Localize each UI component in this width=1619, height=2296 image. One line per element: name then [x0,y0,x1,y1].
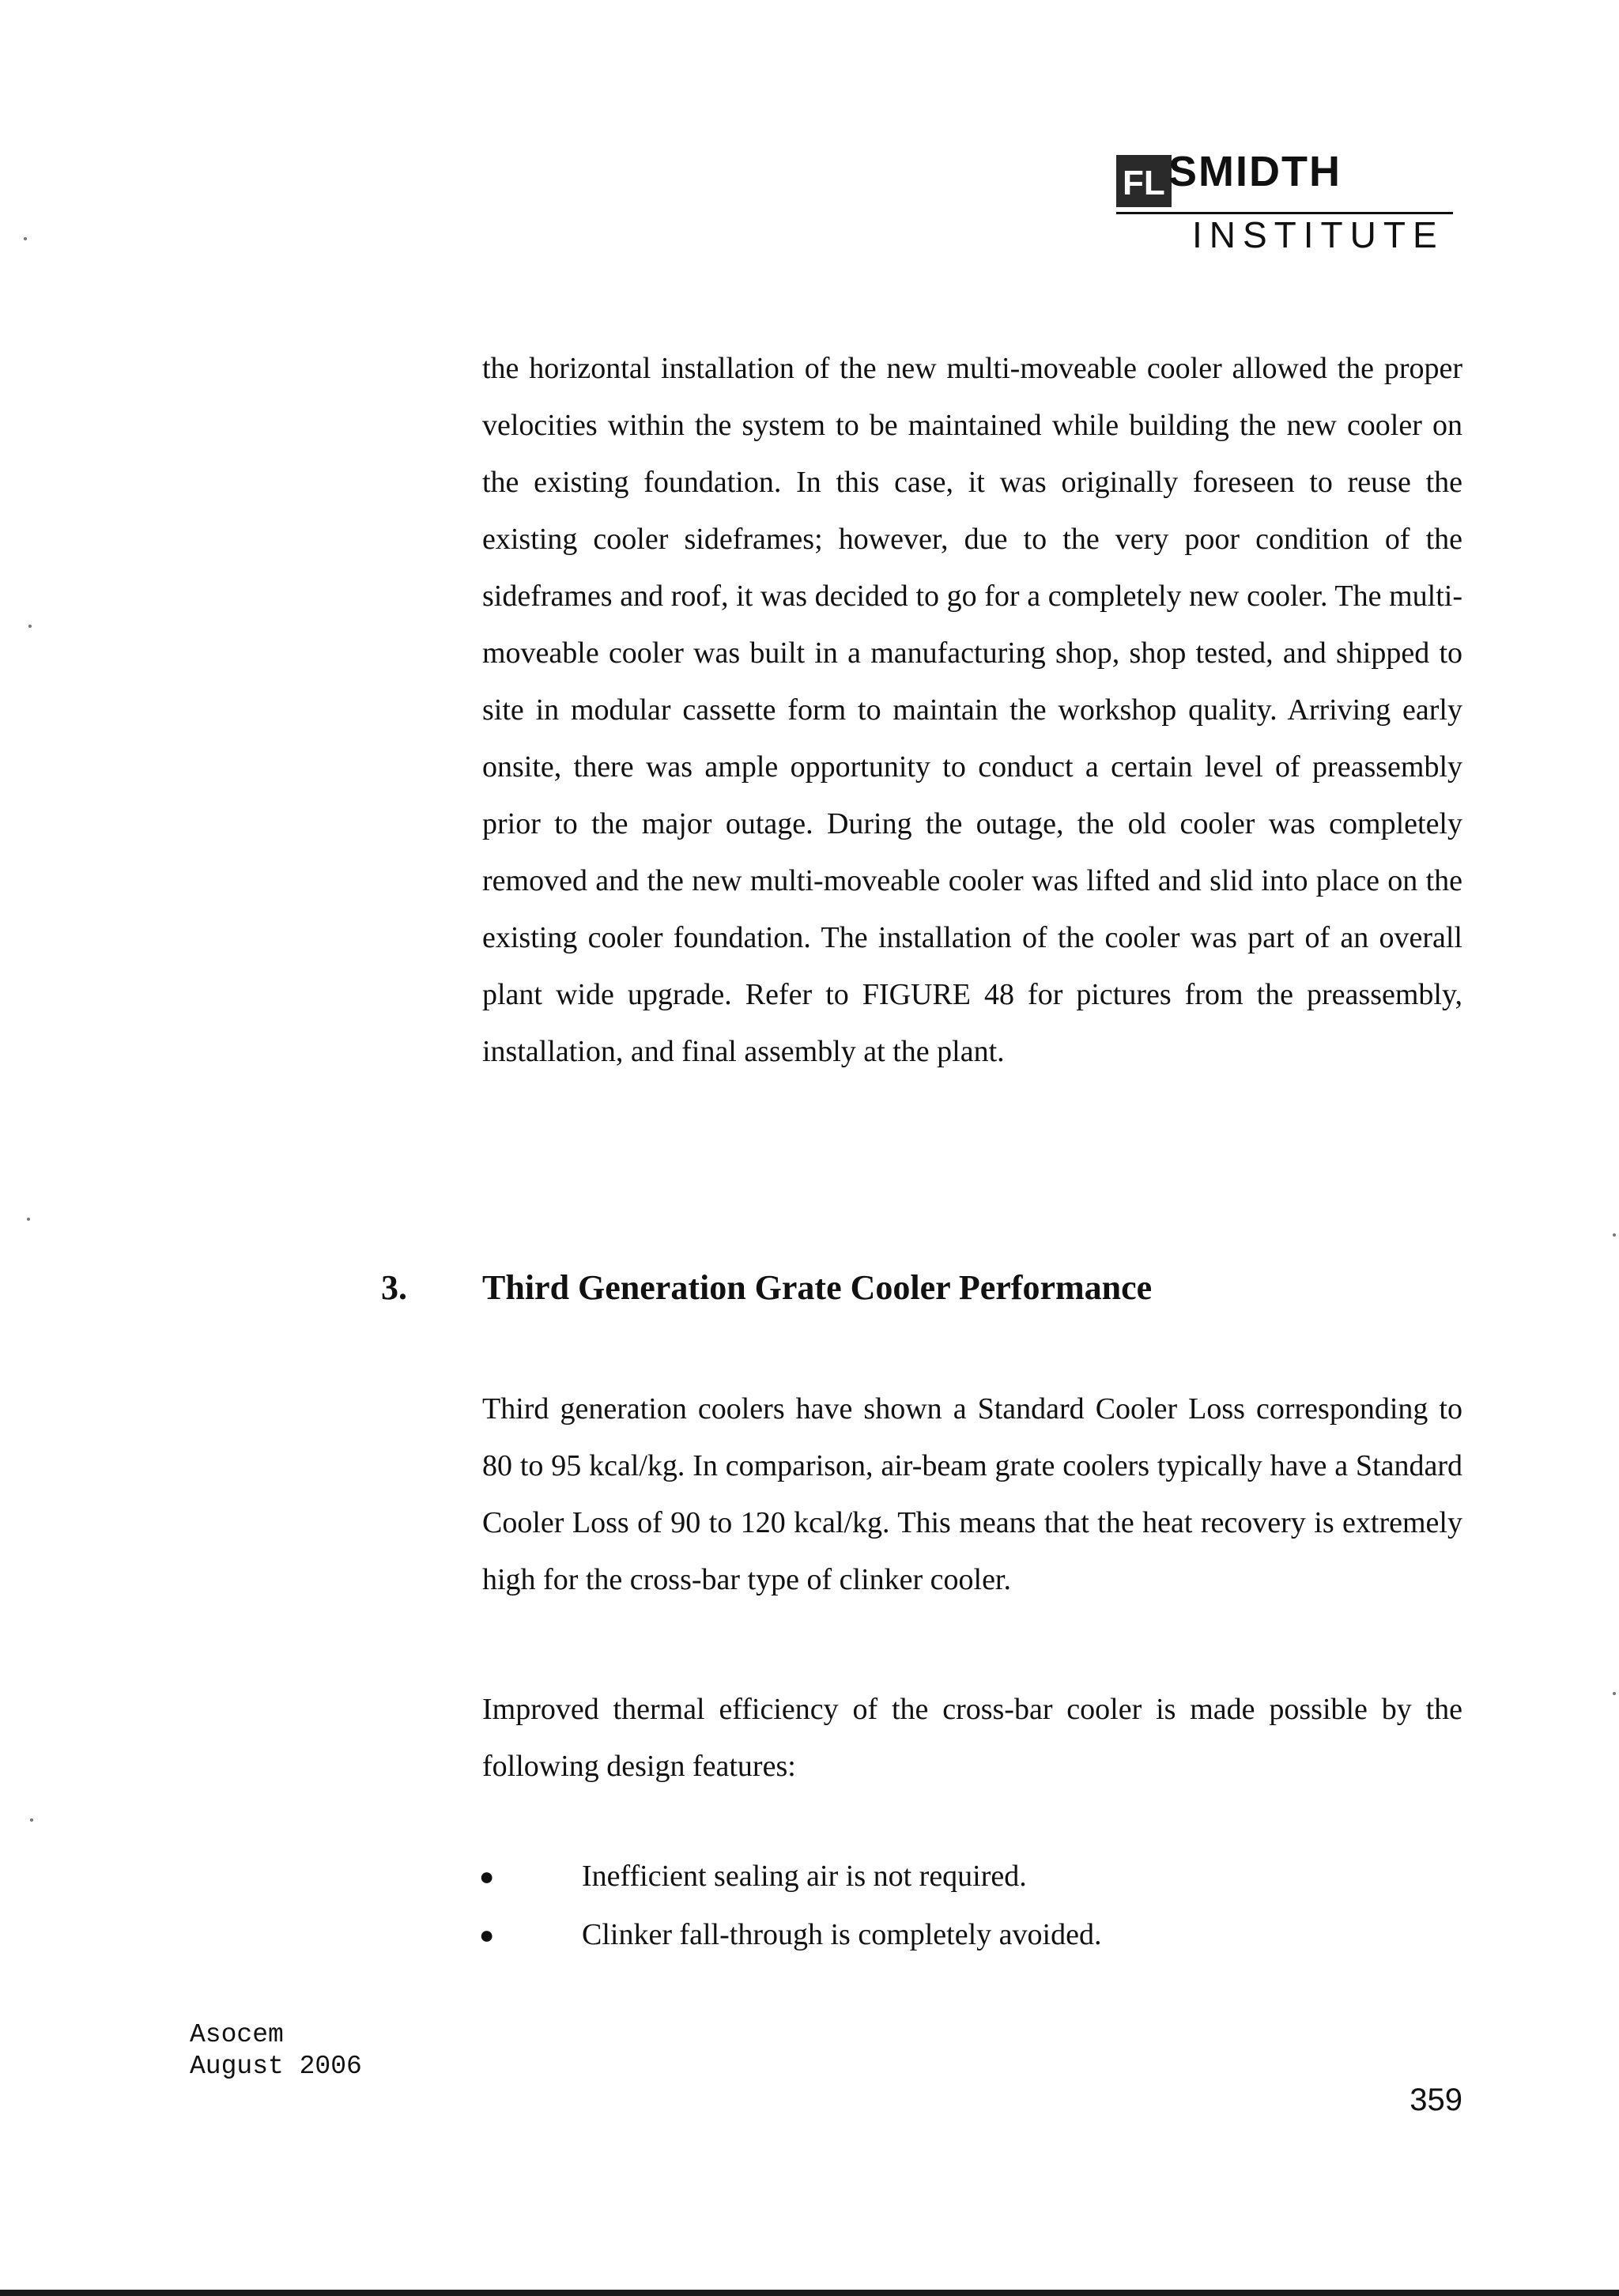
bullet-icon: ● [479,1920,495,1949]
footer-organization: Asocem [190,2020,284,2049]
flsmidth-institute-logo [1116,147,1453,253]
logo-mark-text: FL [1123,164,1165,202]
body-paragraph-1: the horizontal installation of the new multi-moveable cooler allowed the proper velocities within the system to be maintained while building the new cooler on the existing foundation. In this case, it was originally foreseen to reuse the existing cooler sideframes; however, due to the very poor condition of the sideframes and roof, it was decided to go for a completely new cooler. The multi-moveable cooler was built in a manufacturing shop, shop tested, and shipped to site in modular cassette form to maintain the workshop quality. Arriving early onsite, there was ample opportunity to conduct a certain level of preassembly prior to the major outage. During the outage, the old cooler was completely removed and the new multi-moveable cooler was lifted and slid into place on the existing cooler foundation. The installation of the cooler was part of an overall plant wide upgrade. Refer to FIGURE 48 for pictures from the preassembly, installation, and final assembly at the plant. [482,352,1462,1068]
logo-tagline-text: INSTITUTE [1192,214,1444,255]
footer-source [190,2019,362,2083]
section-heading [381,1260,1488,1316]
body-paragraph-3: Improved thermal efficiency of the cross-bar cooler is made possible by the following design features: [482,1693,1462,1783]
scan-bottom-edge [0,2290,1619,2296]
scan-speck [30,1818,33,1822]
page-number: 359 [1410,2083,1462,2117]
body-paragraph-2: Third generation coolers have shown a Standard Cooler Loss corresponding to 80 to 95 kcal/kg. In comparison, air-beam grate coolers typically have a Standard Cooler Loss of 90 to 120 kcal/kg. This means that the heat recovery is extremely high for the cross-bar type of clinker cooler. [482,1392,1462,1596]
fl-logo-mark-icon [1116,155,1172,207]
list-item-text: Clinker fall-through is completely avoided. [582,1918,1102,1951]
section-number: 3. [381,1268,407,1307]
bullet-icon: ● [479,1862,495,1890]
list-item-text: Inefficient sealing air is not required. [582,1860,1027,1893]
footer-date: August 2006 [190,2052,362,2081]
logo-brand-text: SMIDTH [1168,148,1342,195]
scan-speck [1613,1233,1616,1237]
section-title: Third Generation Grate Cooler Performance [482,1268,1153,1307]
scan-speck [1613,1692,1616,1695]
list-item [474,1847,1462,1905]
design-features-list [474,1847,1462,1964]
scan-speck [28,625,32,628]
scan-speck [27,1218,30,1221]
scan-speck [24,237,27,240]
list-item [474,1905,1462,1964]
